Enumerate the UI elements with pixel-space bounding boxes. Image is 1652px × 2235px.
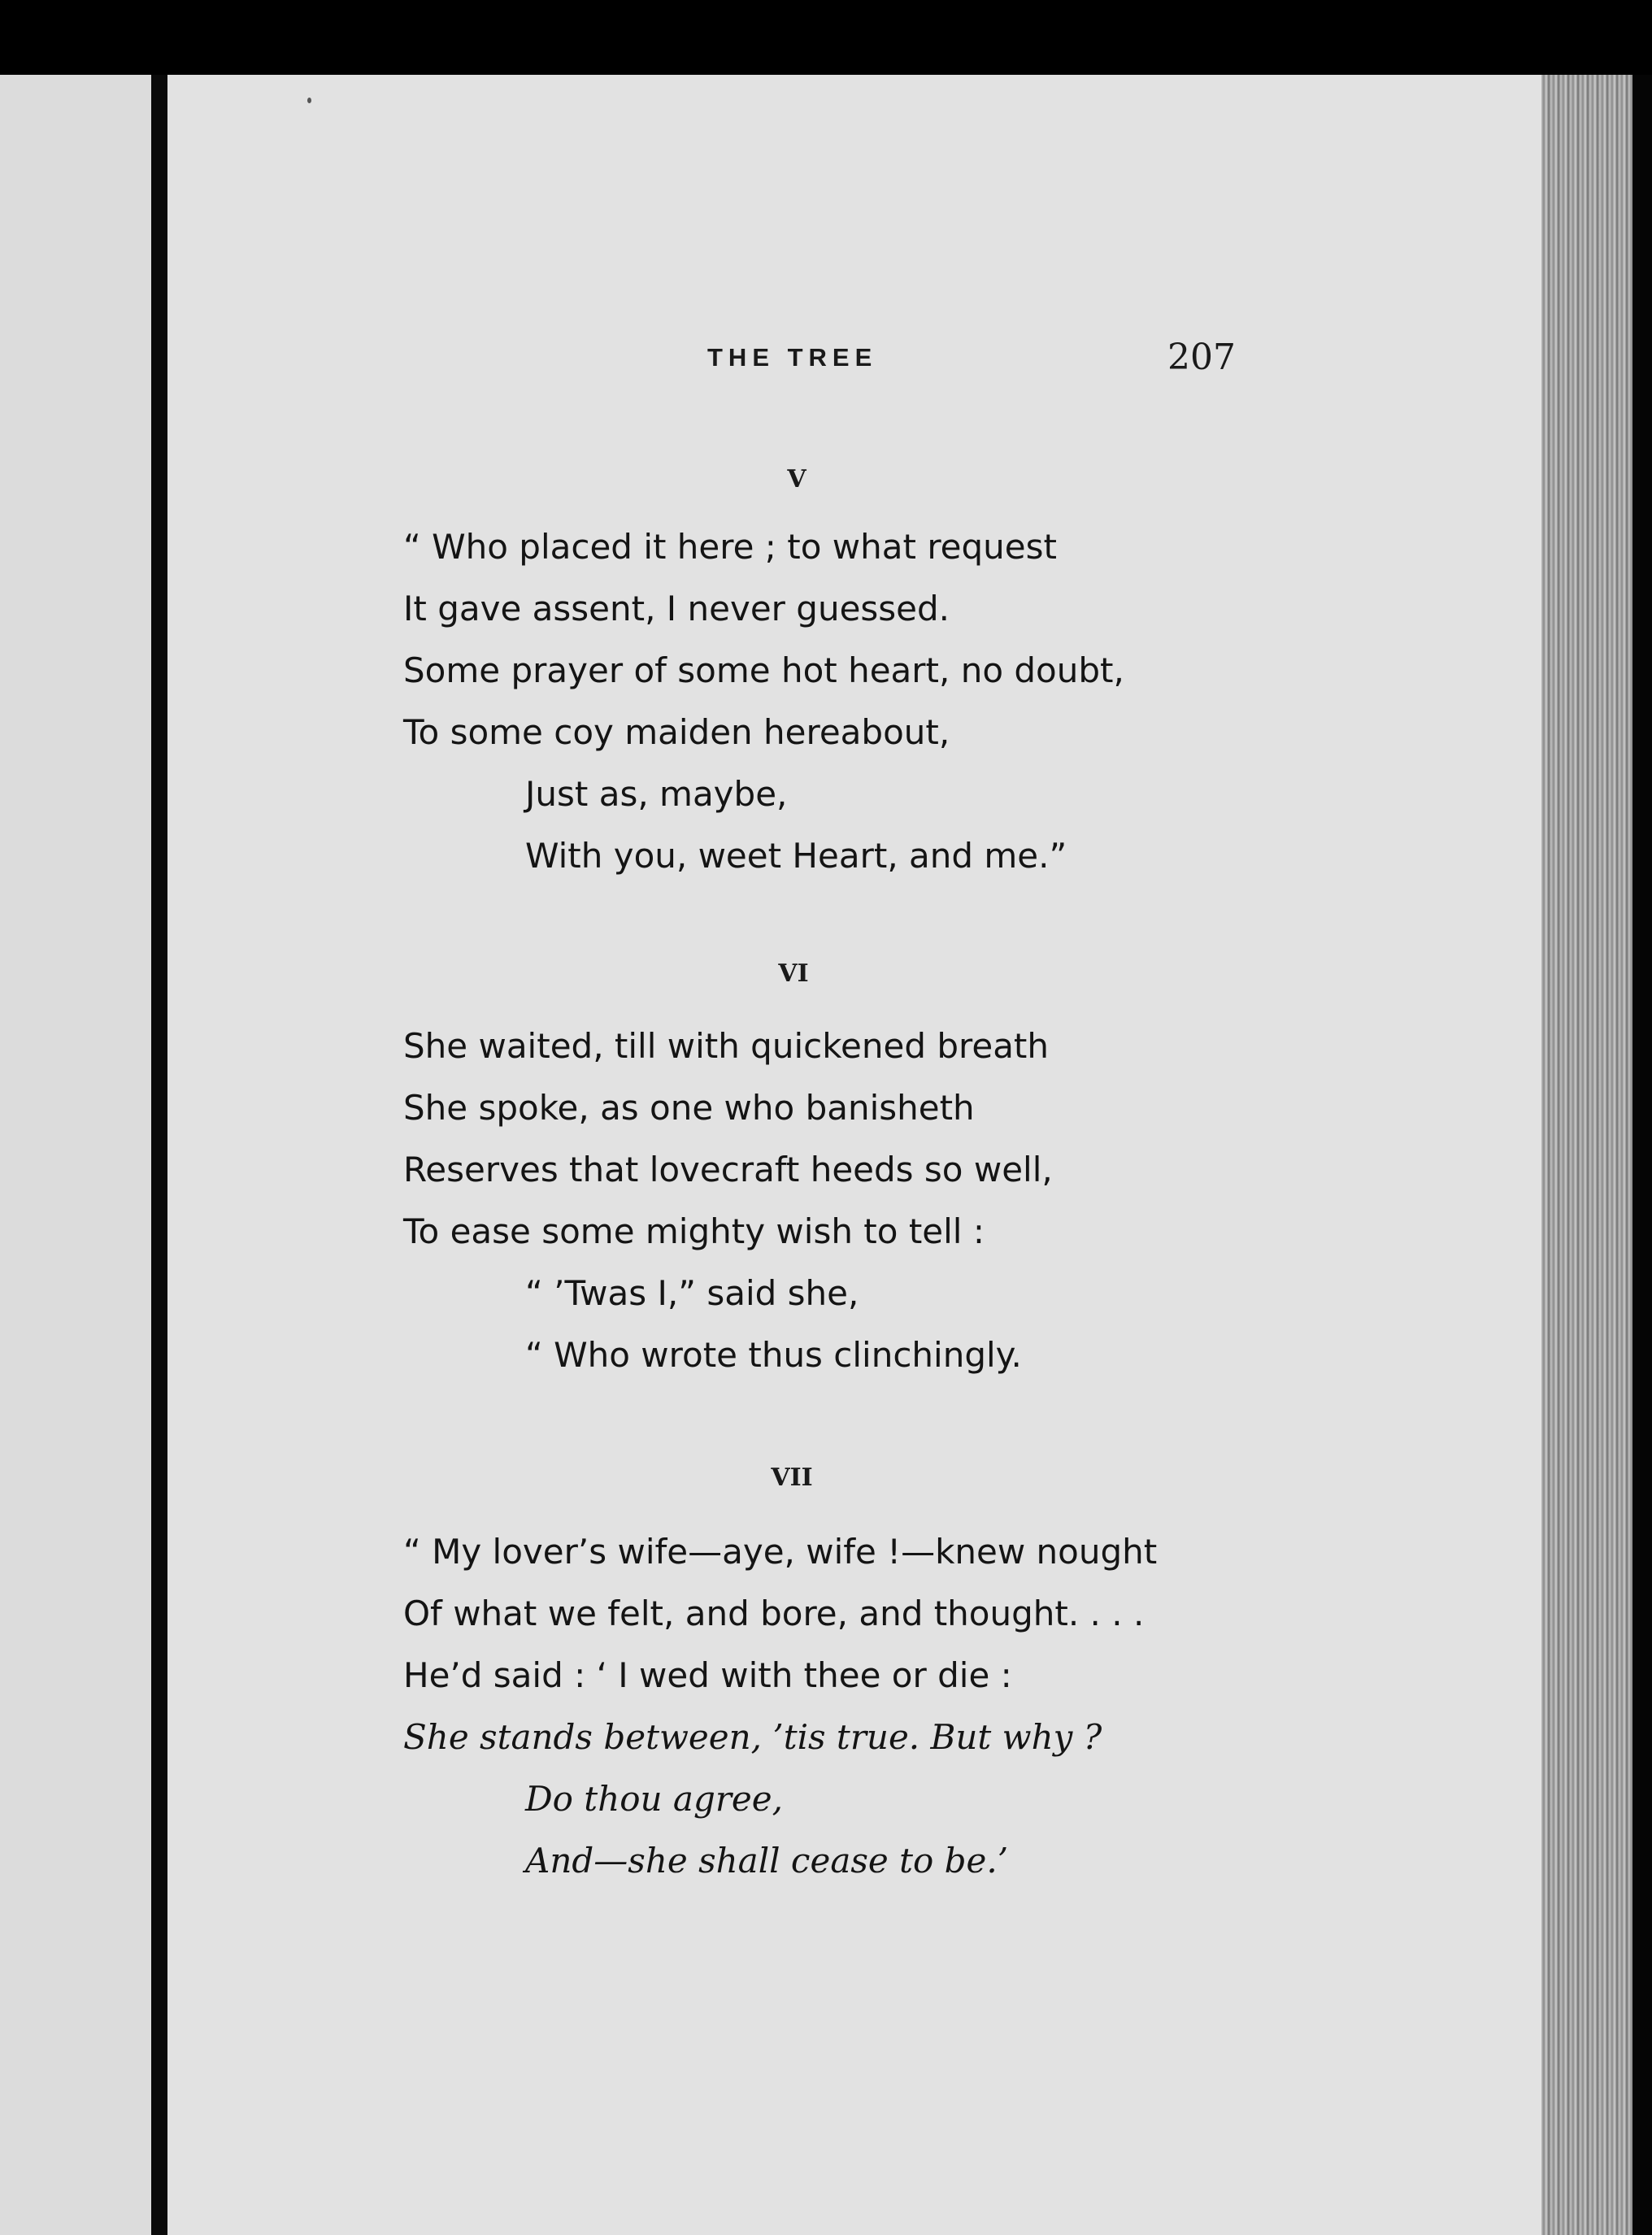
verse-line: To some coy maiden hereabout, — [403, 712, 950, 752]
stanza-numeral: VII — [771, 1463, 813, 1492]
page-edges — [1541, 75, 1632, 2235]
verse-line: To ease some mighty wish to tell : — [403, 1211, 985, 1251]
verse-line: “ Who wrote thus clinchingly. — [525, 1335, 1022, 1375]
verse-line: Reserves that lovecraft heeds so well, — [403, 1150, 1053, 1189]
running-title: THE TREE — [707, 343, 878, 372]
verse-line: Just as, maybe, — [525, 774, 788, 814]
facing-page — [0, 75, 151, 2235]
verse-line: And—she shall cease to be.’ — [525, 1841, 1009, 1881]
verse-line: It gave assent, I never guessed. — [403, 589, 950, 628]
book-gutter — [151, 75, 167, 2235]
verse-line: “ Who placed it here ; to what request — [403, 527, 1057, 567]
verse-line: She spoke, as one who banisheth — [403, 1088, 975, 1128]
verse-line: Of what we felt, and bore, and thought. . . . — [403, 1594, 1145, 1633]
verse-line: She stands between, ’tis true. But why ? — [403, 1717, 1102, 1757]
page-number: 207 — [1167, 337, 1236, 378]
verse-line: Some prayer of some hot heart, no doubt, — [403, 650, 1124, 690]
verse-line: With you, weet Heart, and me.” — [525, 836, 1067, 876]
scan-border — [1632, 75, 1652, 2235]
verse-line: He’d said : ‘ I wed with thee or die : — [403, 1655, 1012, 1695]
verse-line: “ ’Twas I,” said she, — [525, 1273, 859, 1313]
verse-line: Do thou agree, — [525, 1779, 783, 1819]
verse-line: “ My lover’s wife—aye, wife !—knew nought — [403, 1532, 1158, 1572]
verse-line: She waited, till with quickened breath — [403, 1026, 1050, 1066]
dust-speck — [307, 98, 311, 103]
stanza-numeral: VI — [778, 959, 809, 988]
stanza-numeral: V — [787, 465, 806, 494]
